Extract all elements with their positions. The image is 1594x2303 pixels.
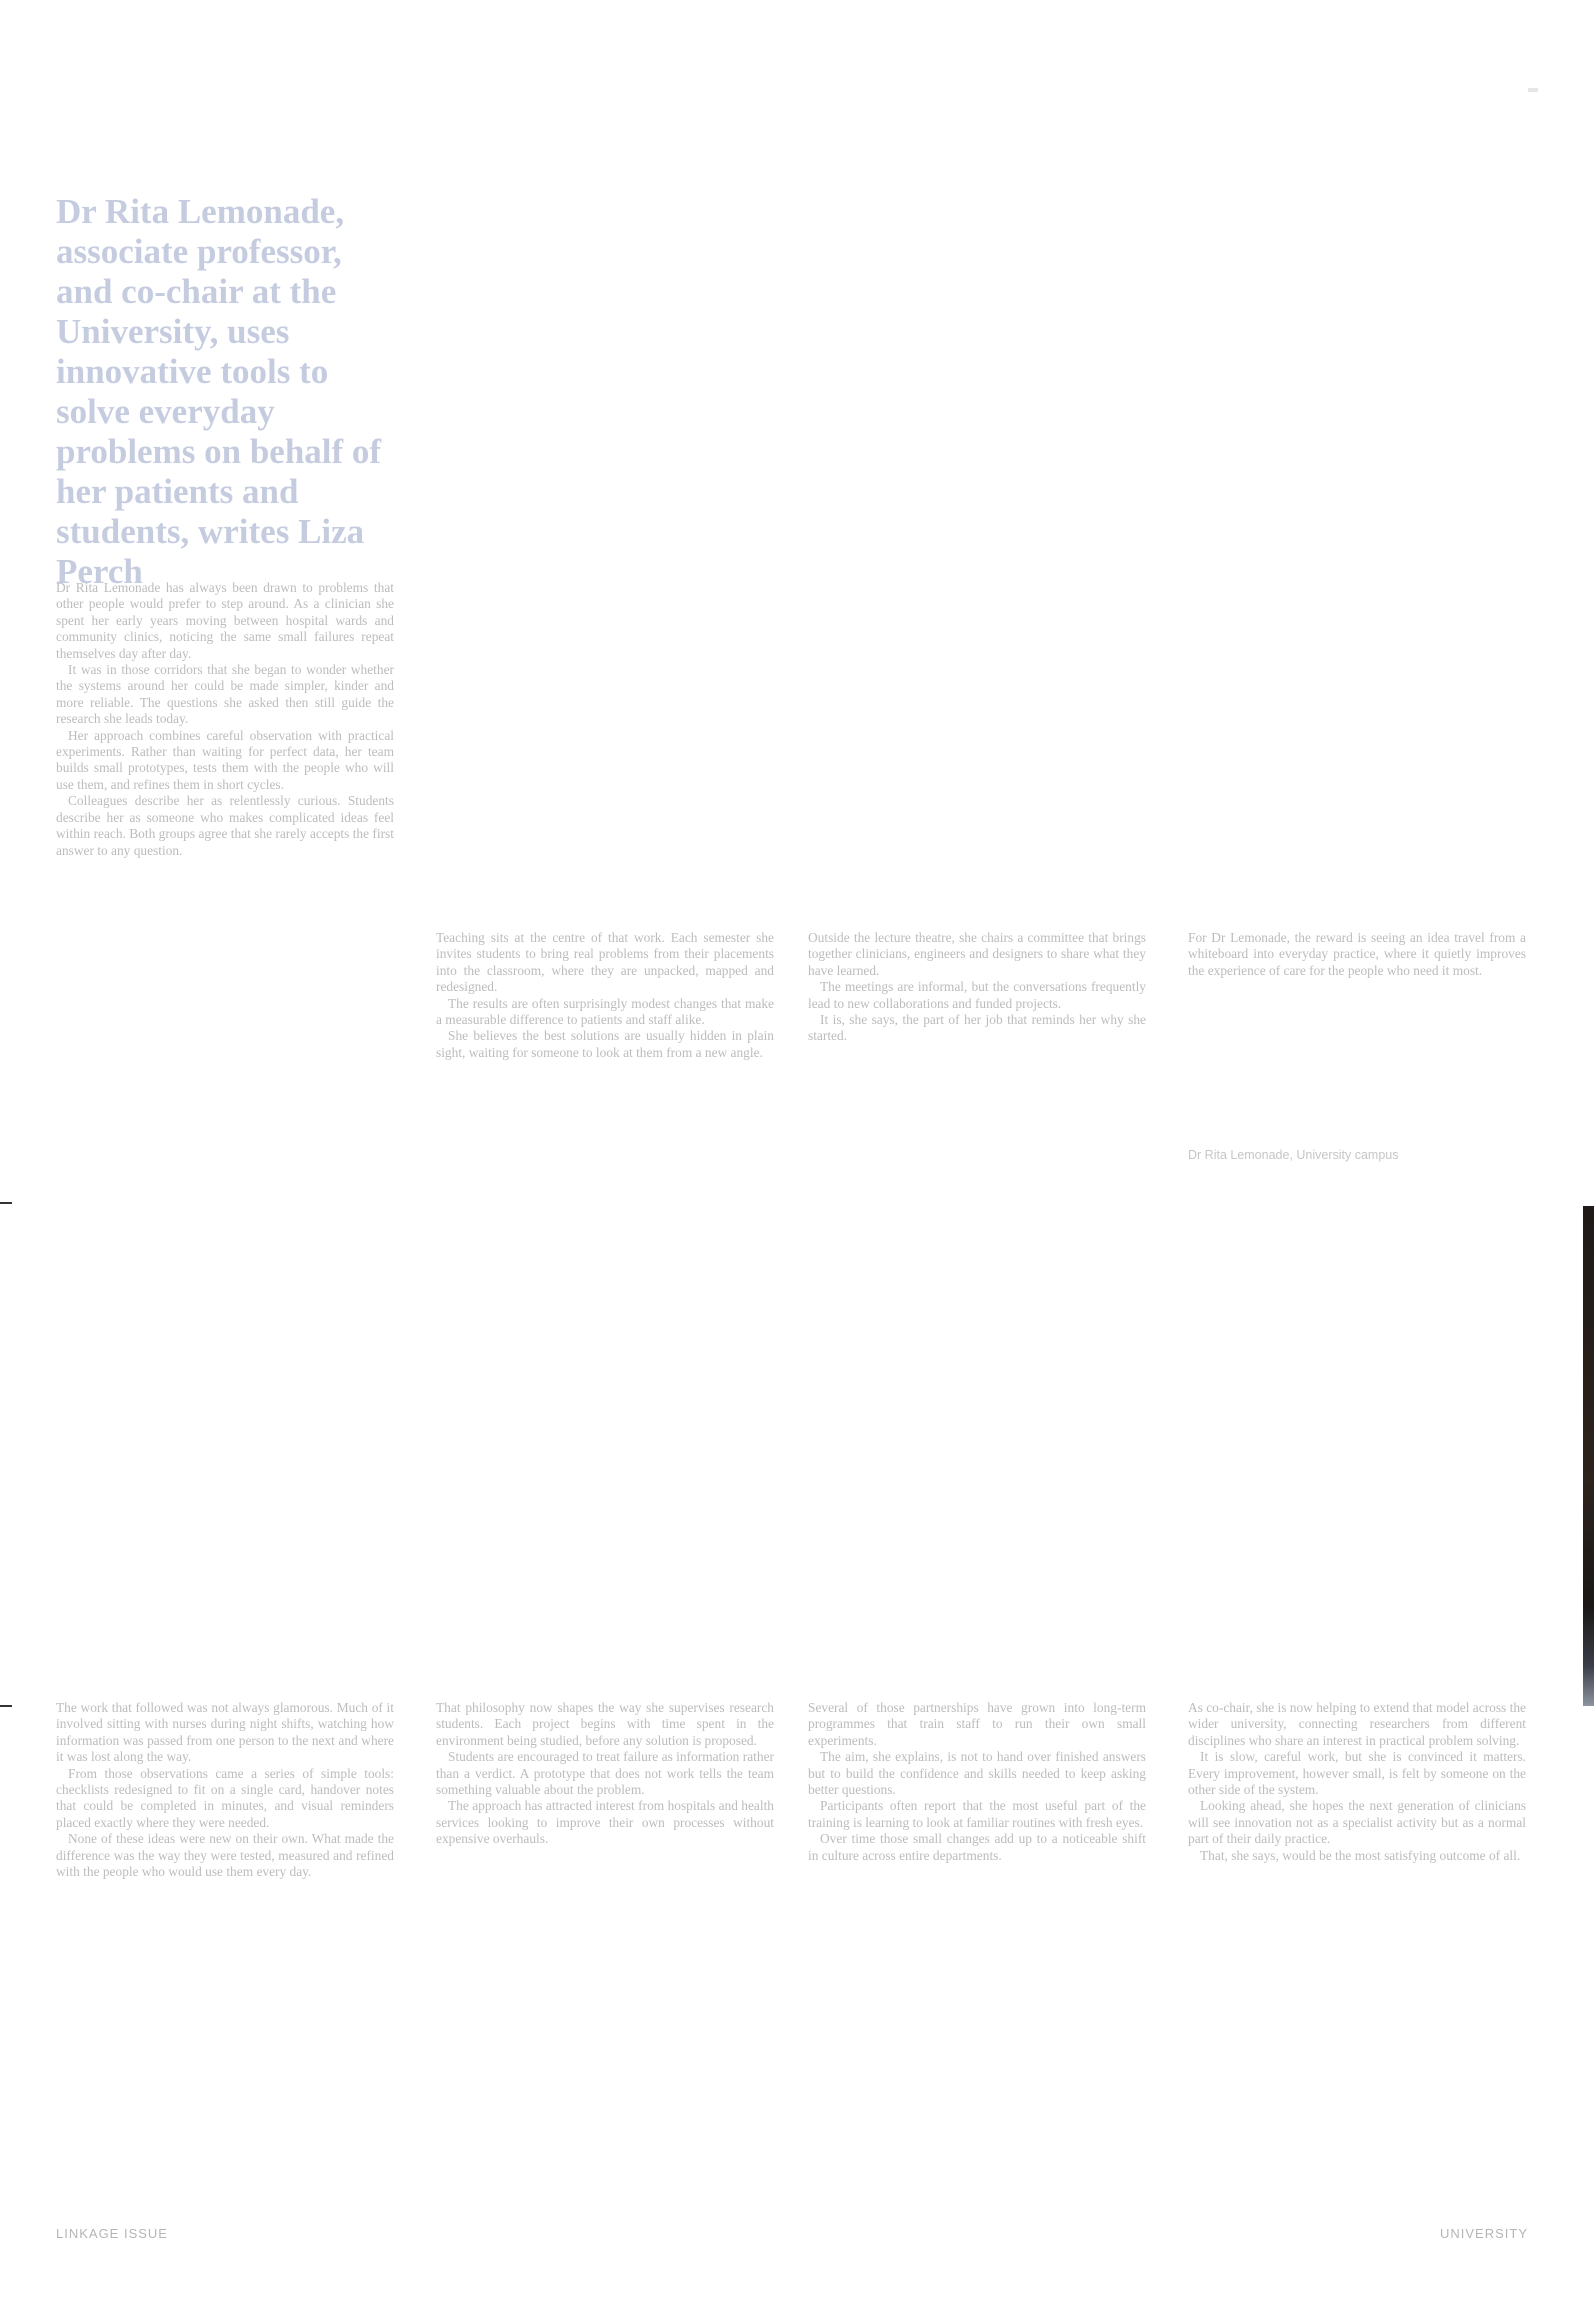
paragraph: The meetings are informal, but the conversations frequently lead to new collaborations and funded projects. (808, 979, 1146, 1011)
paragraph: The work that followed was not always glamorous. Much of it involved sitting with nurses during night shifts, watching how information was passed from one person to the next and where it was lost along the way. (56, 1700, 394, 1765)
paragraph: It was in those corridors that she began to wonder whether the systems around her could be made simpler, kinder and more reliable. The questions she asked then still guide the research she leads today. (56, 662, 394, 727)
paragraph: That, she says, would be the most satisfying outcome of all. (1200, 1847, 1521, 1863)
paragraph: Several of those partnerships have grown into long-term programmes that train staff to run their own small experiments. (808, 1700, 1146, 1748)
photo-edge-strip (1583, 1206, 1594, 1706)
footer-section-name: UNIVERSITY (1439, 2226, 1528, 2241)
paragraph: Participants often report that the most useful part of the training is learning to look at familiar routines with fresh eyes. (808, 1798, 1146, 1830)
article-column-3-top (808, 930, 1146, 1166)
paragraph: It is, she says, the part of her job that reminds her why she started. (808, 1012, 1146, 1044)
paragraph: Colleagues describe her as relentlessly curious. Students describe her as someone who makes complicated ideas feel within reach. Both groups agree that she rarely accepts the first answer to any question. (56, 793, 394, 858)
paragraph: As co-chair, she is now helping to extend that model across the wider university, connecting researchers from different disciplines who share an interest in practical problem solving. (1188, 1700, 1526, 1748)
footer-publication-name: LINKAGE ISSUE (56, 2226, 168, 2241)
crop-mark-top (0, 1202, 12, 1204)
paragraph: For Dr Lemonade, the reward is seeing an idea travel from a whiteboard into everyday practice, where it quietly improves the experience of care for the people who need it most. (1188, 930, 1526, 978)
paragraph: It is slow, careful work, but she is convinced it matters. Every improvement, however small, is felt by someone on the other side of the system. (1188, 1749, 1526, 1798)
article-column-4-bottom (1188, 1700, 1526, 2150)
article-column-2-bottom (436, 1700, 774, 2150)
article-column-2-top (436, 930, 774, 1166)
crop-mark-bottom (0, 1705, 12, 1707)
article-column-4-top (1188, 930, 1526, 1116)
paragraph: She believes the best solutions are usually hidden in plain sight, waiting for someone to look at them from a new angle. (436, 1028, 774, 1060)
paragraph: Dr Rita Lemonade has always been drawn to problems that other people would prefer to step around. As a clinician she spent her early years moving between hospital wards and community clinics, noticing the same small failures repeat themselves day after day. (56, 580, 394, 661)
paragraph: The results are often surprisingly modest changes that make a measurable difference to patients and staff alike. (436, 995, 774, 1028)
photo-caption: Dr Rita Lemonade, University campus (1188, 1148, 1399, 1162)
paragraph: That philosophy now shapes the way she supervises research students. Each project begins with time spent in the environment being studied, before any solution is proposed. (436, 1700, 774, 1748)
paragraph: Over time those small changes add up to a noticeable shift in culture across entire departments. (808, 1831, 1146, 1863)
paragraph: Teaching sits at the centre of that work. Each semester she invites students to bring real problems from their placements into the classroom, where they are unpacked, mapped and redesigned. (436, 930, 774, 995)
paragraph: Looking ahead, she hopes the next generation of clinicians will see innovation not as a specialist activity but as a normal part of their daily practice. (1188, 1798, 1526, 1847)
paragraph: From those observations came a series of simple tools: checklists redesigned to fit on a single card, handover notes that could be completed in minutes, and visual reminders placed exactly where they were needed. (56, 1765, 394, 1830)
photo-area (0, 1196, 1594, 1706)
paragraph: Outside the lecture theatre, she chairs a committee that brings together clinicians, engineers and designers to share what they have learned. (808, 930, 1146, 978)
page-corner-mark (1528, 88, 1538, 92)
article-headline: Dr Rita Lemonade, associate professor, and co-chair at the University, uses innovative tools to solve everyday problems on behalf of her patients and students, writes Liza Perch (56, 192, 382, 591)
paragraph: Her approach combines careful observation with practical experiments. Rather than waiting for perfect data, her team builds small prototypes, tests them with the people who will use them, and refines them in short cycles. (56, 727, 394, 792)
article-column-1-bottom (56, 1700, 394, 2150)
paragraph: None of these ideas were new on their own. What made the difference was the way they were tested, measured and refined with the people who would use them every day. (56, 1831, 394, 1880)
paragraph: The approach has attracted interest from hospitals and health services looking to improve their own processes without expensive overhauls. (436, 1798, 774, 1847)
article-column-1-top (56, 580, 394, 1166)
article-column-3-bottom (808, 1700, 1146, 2150)
paragraph: Students are encouraged to treat failure as information rather than a verdict. A prototype that does not work tells the team something valuable about the problem. (436, 1749, 774, 1798)
paragraph: The aim, she explains, is not to hand over finished answers but to build the confidence and skills needed to keep asking better questions. (808, 1749, 1146, 1798)
